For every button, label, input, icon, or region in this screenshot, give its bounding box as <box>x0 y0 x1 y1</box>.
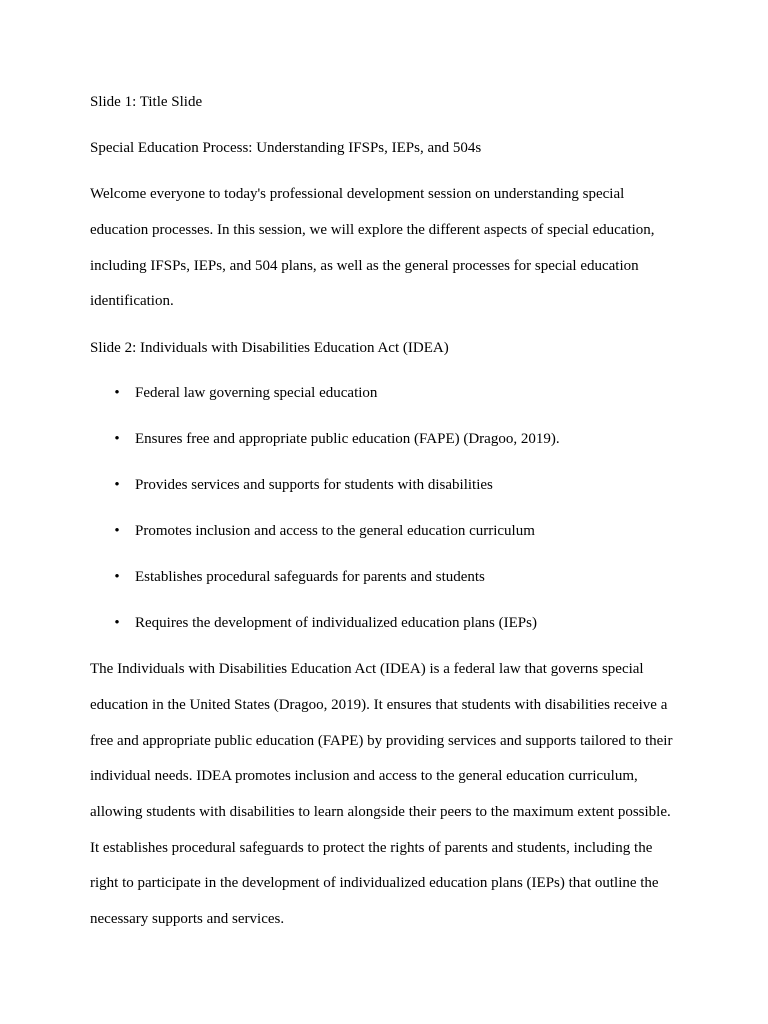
paragraph-line: Welcome everyone to today's professional development session on understanding special <box>90 186 625 202</box>
bullet-icon: • <box>114 431 120 447</box>
list-item-text: Provides services and supports for students with disabilities <box>135 477 493 493</box>
paragraph-line: education processes. In this session, we will explore the different aspects of special education, <box>90 222 655 238</box>
list-item-text: Ensures free and appropriate public education (FAPE) (Dragoo, 2019). <box>135 431 560 447</box>
list-item-text: Federal law governing special education <box>135 385 378 401</box>
paragraph-line: allowing students with disabilities to learn alongside their peers to the maximum extent possible. <box>90 804 671 820</box>
paragraph-line: education in the United States (Dragoo, 2019). It ensures that students with disabilities receive a <box>90 697 668 713</box>
paragraph-line: individual needs. IDEA promotes inclusion and access to the general education curriculum, <box>90 768 638 784</box>
paragraph-line: The Individuals with Disabilities Education Act (IDEA) is a federal law that governs special <box>90 661 644 677</box>
bullet-icon: • <box>114 477 120 493</box>
list-item-text: Establishes procedural safeguards for parents and students <box>135 569 485 585</box>
paragraph-line: free and appropriate public education (FAPE) by providing services and supports tailored to their <box>90 733 673 749</box>
paragraph-line: It establishes procedural safeguards to protect the rights of parents and students, including the <box>90 840 653 856</box>
bullet-icon: • <box>114 385 120 401</box>
slide1-heading: Slide 1: Title Slide <box>90 94 203 110</box>
list-item-text: Requires the development of individualized education plans (IEPs) <box>135 615 537 631</box>
bullet-icon: • <box>114 523 120 539</box>
slide1-title: Special Education Process: Understanding IFSPs, IEPs, and 504s <box>90 140 482 156</box>
bullet-icon: • <box>114 615 120 631</box>
list-item-text: Promotes inclusion and access to the general education curriculum <box>135 523 535 539</box>
paragraph-line: right to participate in the development of individualized education plans (IEPs) that outline the <box>90 875 659 891</box>
paragraph-line: identification. <box>90 293 174 309</box>
paragraph-line: necessary supports and services. <box>90 911 285 927</box>
slide2-heading: Slide 2: Individuals with Disabilities Education Act (IDEA) <box>90 340 449 356</box>
bullet-icon: • <box>114 569 120 585</box>
paragraph-line: including IFSPs, IEPs, and 504 plans, as well as the general processes for special education <box>90 258 639 274</box>
